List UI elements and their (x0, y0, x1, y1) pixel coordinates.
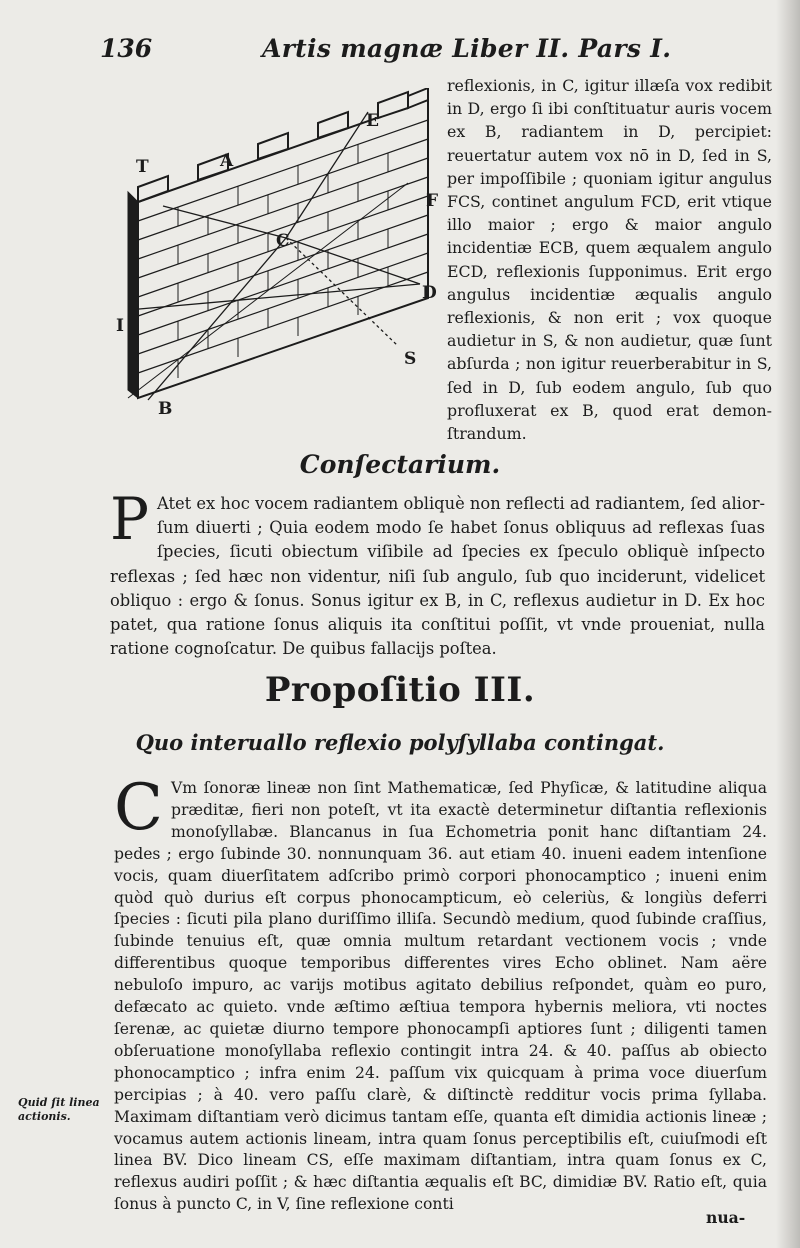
label-i: I (116, 316, 124, 336)
label-c: C (276, 231, 290, 251)
label-b: B (158, 399, 173, 419)
propositio-heading: Propoſitio III. (264, 670, 536, 710)
propositio-subheading: Quo interuallo reflexio polyſyllaba contingat. (135, 730, 665, 755)
label-a: A (220, 151, 234, 171)
consectarium-text: Atet ex hoc vocem radiantem obliquè non reflecti ad radiantem, ſed aliorſum diuerti ; Quia eodem modo ſe habet ſonus obliquus ad reflexas ſuas ſpecies, ſicuti obiectum viſibile ad ſpecies ex ſpeculo obliquè inſpecto reflexas ; ſed hæc non videntur, niſi ſub angulo, ſub quo inciderunt, videlicet obliquo : ergo & ſonus. Sonus igitur ex B, in C, reflexus audietur in D. Ex hoc patet, qua ratione ſonus aliquis ita conſtitui poſſit, vt vnde proueniat, nulla ratione cognoſcatur. De quibus fallacijs poſtea. (110, 494, 765, 659)
label-f: F (426, 191, 439, 211)
label-e: E (366, 111, 379, 131)
consectarium-paragraph (110, 485, 765, 661)
margin-note: Quid ſit linea actionis. (18, 1096, 100, 1123)
label-s: S (404, 349, 417, 369)
label-d: D (422, 283, 437, 303)
propositio-text: Vm ſonoræ lineæ non ſint Mathematicæ, ſed Phyſicæ, & latitudine aliqua præditæ, fieri non poteſt, vt ita exactè determinetur diſtantia reflexionis monoſyllabæ. Blancanus in ſua Echometria ponit hanc diſtantiam 24. pedes ; ergo ſubinde 30. nonnunquam 36. aut etiam 40. inueni eadem intenſione vocis, quam diuerſitatem adſcribo primò corpori phonocamptico ; inueni enim quòd quò durius eſt corpus phonocampticum, eò celeriùs, & longiùs deferri ſpecies : ſicuti pila plano duriſſimo illiſa. Secundò medium, quod ſubinde craſſius, ſubinde tenuius eſt, quæ omnia multum retardant vectionem vocis ; vnde differentibus quoque temporibus differentes vires Echo oblinet. Nam aëre nebuloſo impuro, ac varijs motibus agitato debilius reſpondet, quàm eo puro, defæcato ac quieto. vnde æſtimo æſtiua tempora hybernis meliora, vti noctes ſerenæ, ac quietæ diurno tempore phonocampſi aptiores ſunt ; diligenti tamen obſeruatione monoſyllaba reflexio contingit intra 24. & 40. paſſus ab obiecto phonocamptico ; infra enim 24. paſſum vix quicquam à prima voce diuerſum percipias ; à 40. vero paſſu clarè, & diſtinctè redditur vocis prima ſyllaba. Maximam diſtantiam verò dicimus tantam eſſe, quanta eſt dimidia actionis lineæ ; vocamus autem actionis lineam, intra quam ſonus perceptibilis eſt, cuiuſmodi eſt linea BV. Dico lineam CS, eſſe maximam diſtantiam, intra quam ſonus ex C, reflexus audiri poſſit ; & hæc diſtantia æqualis eſt BC, dimidiæ BV. Ratio eſt, quia ſonus à puncto C, in V, ſine reflexione conti (114, 779, 767, 1214)
propositio-paragraph (114, 771, 767, 1216)
dropcap-c: C (114, 771, 163, 845)
right-column-text (447, 74, 772, 445)
reflexion-demonstration: reflexionis, in C, igitur illæſa vox redibit in D, ergo ſi ibi conſtituatur auris vocem ex B, radiantem in D, percipiet: reuertatur autem vox nō in D, ſed in S, per impoſſibile ; quoniam igitur angulus FCS, continet angulum FCD, erit vtique illo maior ; ergo & maior angulo incidentiæ ECB, quem æqualem angulo ECD, reflexionis ſupponimus. Erit ergo angulus incidentiæ æqualis angulo reflexionis, & non erit ; vox quoque audietur in S, & non audietur, quæ ſunt abſurda ; non igitur reuerberabitur in S, ſed in D, ſub eodem angulo, ſub quo profluxerat ex B, quod erat demonſtrandum. (447, 76, 772, 444)
dropcap-p: P (110, 485, 150, 553)
consectarium-heading: Conſectarium. (299, 450, 501, 479)
wall-end-face (128, 192, 138, 398)
page-edge-shadow (776, 0, 800, 1248)
running-head: Artis magnæ Liber II. Pars I. (262, 34, 672, 63)
page-header (100, 34, 760, 66)
catchword: nua- (706, 1208, 746, 1227)
page-number: 136 (100, 34, 153, 63)
wall-reflection-figure (108, 88, 448, 420)
label-t: T (136, 157, 149, 177)
